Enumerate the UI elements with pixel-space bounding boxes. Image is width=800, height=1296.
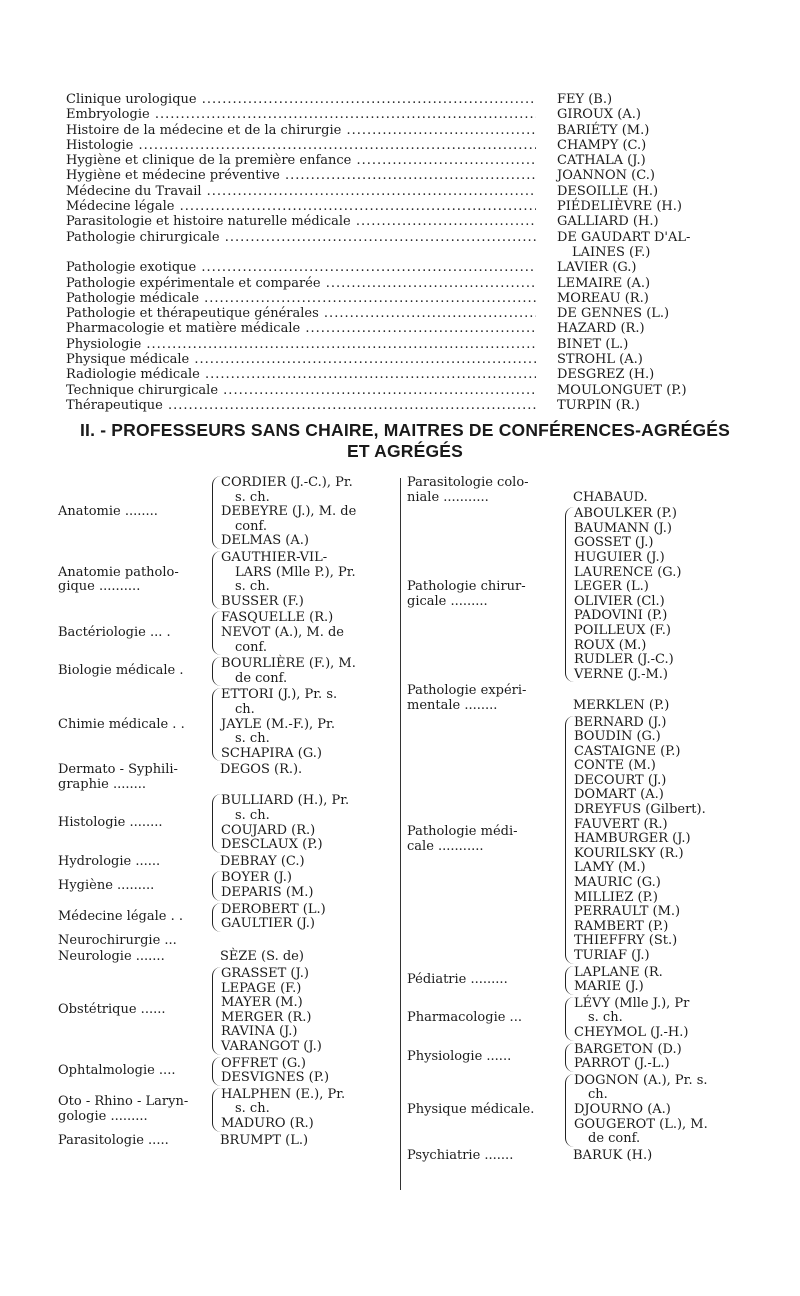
entry-subject bbox=[58, 1057, 206, 1086]
chair-subject: Médecine légale ..... bbox=[66, 199, 536, 214]
entry-subject bbox=[407, 716, 559, 964]
entry-name-line: BULLIARD (H.), Pr. bbox=[221, 793, 350, 809]
chair-row bbox=[66, 291, 716, 306]
entry-subject-line: niale ........... bbox=[407, 489, 489, 505]
entry-name-line: MARIE (J.) bbox=[574, 979, 644, 995]
agrege-entry bbox=[407, 997, 767, 1041]
entry-name-line: BRUMPT (L.) bbox=[220, 1132, 309, 1148]
entry-name-line: s. ch. bbox=[588, 1010, 623, 1026]
entry-name-line: GOUGEROT (L.), M. bbox=[574, 1116, 708, 1132]
entry-name-line: DOGNON (A.), Pr. s. bbox=[574, 1072, 708, 1088]
entry-subject bbox=[58, 657, 206, 686]
chair-professor: MOREAU (R.) bbox=[557, 290, 649, 306]
entry-subject bbox=[58, 934, 206, 949]
chair-row bbox=[66, 398, 716, 413]
entry-name-line: RUDLER (J.-C.) bbox=[574, 652, 674, 668]
entry-name-line: DESCLAUX (P.) bbox=[221, 837, 323, 853]
entry-subject-line: Parasitologie ..... bbox=[58, 1132, 169, 1148]
chair-professor: MOULONGUET (P.) bbox=[557, 382, 687, 398]
entry-subject-line: Psychiatrie ....... bbox=[407, 1147, 514, 1163]
entry-name-line: ROUX (M.) bbox=[574, 637, 647, 653]
entry-name-line: MAURIC (G.) bbox=[574, 875, 661, 891]
entry-names bbox=[565, 997, 767, 1041]
entry-name-line: BAUMANN (J.) bbox=[574, 520, 672, 536]
entry-subject-line: Physique médicale. bbox=[407, 1101, 535, 1117]
entry-name-line: MILLIEZ (P.) bbox=[574, 889, 658, 905]
chair-professor: BARIÉTY (M.) bbox=[557, 122, 650, 138]
entry-name-line: DEBEYRE (J.), M. de bbox=[221, 504, 357, 520]
entry-name-line: BOURLIÈRE (F.), M. bbox=[221, 656, 356, 672]
entry-names bbox=[212, 611, 396, 655]
section-title-line1: II. - PROFESSEURS SANS CHAIRE, MAITRES DE CONFÉRENCES-AGRÉGÉS bbox=[79, 420, 731, 440]
chair-row bbox=[66, 321, 716, 336]
chair-professor: GALLIARD (H.) bbox=[557, 214, 659, 230]
entry-names bbox=[212, 688, 396, 761]
chair-professor: LAVIER (G.) bbox=[557, 260, 637, 276]
entry-name-line bbox=[573, 684, 767, 699]
entry-name-line: LEPAGE (F.) bbox=[221, 980, 302, 996]
entry-name-line: LAMY (M.) bbox=[574, 860, 646, 876]
entry-name-line: DREYFUS (Gilbert). bbox=[574, 802, 706, 818]
entry-name-line: KOURILSKY (R.) bbox=[574, 845, 684, 861]
agrege-entry bbox=[58, 476, 396, 549]
entry-subject bbox=[58, 871, 206, 900]
entry-subject-line: Bactériologie ... . bbox=[58, 624, 171, 640]
chair-professor: CATHALA (J.) bbox=[557, 153, 646, 169]
entry-name-line: RAMBERT (P.) bbox=[574, 918, 669, 934]
agrege-entry bbox=[58, 611, 396, 655]
entry-name-line: MERGER (R.) bbox=[221, 1009, 312, 1025]
agrege-entry bbox=[58, 967, 396, 1055]
entry-name-line: DEPARIS (M.) bbox=[221, 885, 314, 901]
entry-subject bbox=[407, 1074, 559, 1147]
entry-name-line: DOMART (A.) bbox=[574, 787, 664, 803]
chair-professor: LEMAIRE (A.) bbox=[557, 275, 651, 291]
entry-subject-line: mentale ........ bbox=[407, 697, 498, 713]
agrege-entry bbox=[407, 966, 767, 995]
chair-professor: CHAMPY (C.) bbox=[557, 137, 647, 153]
entry-subject bbox=[407, 966, 559, 995]
chair-subject: Clinique urologique ..... bbox=[66, 92, 536, 107]
entry-name-line: conf. bbox=[235, 639, 267, 655]
chair-row bbox=[66, 367, 716, 382]
entry-name-line: ABOULKER (P.) bbox=[574, 506, 677, 522]
entry-name-line: s. ch. bbox=[235, 1101, 270, 1117]
entry-name-line: CORDIER (J.-C.), Pr. bbox=[221, 475, 353, 490]
entry-names bbox=[559, 476, 767, 505]
chair-subject: Technique chirurgicale ..... bbox=[66, 383, 536, 398]
chair-row bbox=[66, 306, 716, 321]
entry-subject bbox=[58, 551, 206, 609]
entry-name-line: LAPLANE (R. bbox=[574, 964, 663, 980]
chair-professor: PIÉDELIÈVRE (H.) bbox=[557, 199, 682, 215]
entry-name-line: BERNARD (J.) bbox=[574, 714, 667, 730]
chair-subject: Histologie ..... bbox=[66, 138, 536, 153]
chair-row bbox=[66, 199, 716, 214]
entry-name-line: THIEFFRY (St.) bbox=[574, 933, 678, 949]
entry-name-line: BUSSER (F.) bbox=[221, 593, 304, 609]
chair-row bbox=[66, 92, 716, 107]
entry-names bbox=[212, 1088, 396, 1132]
column-divider bbox=[400, 478, 401, 1190]
agrege-entry bbox=[407, 1074, 767, 1147]
entry-names bbox=[212, 476, 396, 549]
entry-subject bbox=[407, 507, 559, 682]
chair-subject: Médecine du Travail ..... bbox=[66, 184, 536, 199]
entry-name-line: FAUVERT (R.) bbox=[574, 816, 668, 832]
entry-name-line: TURIAF (J.) bbox=[574, 948, 650, 963]
entry-name-line: LAURENCE (G.) bbox=[574, 564, 682, 580]
entry-name-line: NEVOT (A.), M. de bbox=[221, 624, 345, 640]
chair-professor: BINET (L.) bbox=[557, 336, 629, 352]
entry-names bbox=[212, 657, 396, 686]
entry-name-line: s. ch. bbox=[235, 731, 270, 747]
entry-subject-line: cale ........... bbox=[407, 838, 484, 854]
entry-name-line: ETTORI (J.), Pr. s. bbox=[221, 687, 338, 703]
section-title-line2: ET AGRÉGÉS bbox=[346, 441, 464, 461]
entry-subject-line: Pédiatrie ......... bbox=[407, 971, 508, 987]
entry-subject bbox=[58, 794, 206, 852]
agrege-entry bbox=[407, 1149, 767, 1164]
chair-subject: Parasitologie et histoire naturelle médicale ..... bbox=[66, 214, 536, 229]
chair-subject: Physiologie ..... bbox=[66, 337, 536, 352]
entry-name-line: conf. bbox=[235, 518, 267, 534]
entry-subject bbox=[407, 997, 559, 1041]
entry-name-line: HAMBURGER (J.) bbox=[574, 831, 691, 847]
entry-name-line: BARUK (H.) bbox=[573, 1147, 653, 1163]
entry-subject-line: Pharmacologie ... bbox=[407, 1010, 522, 1026]
chair-subject: Radiologie médicale ..... bbox=[66, 367, 536, 382]
entry-name-line: BOYER (J.) bbox=[221, 870, 292, 886]
entry-subject-line: Dermato - Syphili- bbox=[58, 762, 178, 778]
entry-subject-line: Ophtalmologie .... bbox=[58, 1062, 176, 1078]
entry-subject bbox=[407, 476, 559, 505]
chair-subject: Pathologie chirurgicale ..... bbox=[66, 230, 536, 245]
entry-subject bbox=[58, 1134, 206, 1149]
entry-name-line: de conf. bbox=[235, 670, 288, 686]
agrege-entry bbox=[58, 763, 396, 792]
section-title bbox=[60, 420, 750, 462]
chair-professor: GIROUX (A.) bbox=[557, 107, 641, 123]
entry-name-line: ch. bbox=[235, 701, 255, 717]
agrege-entry bbox=[58, 855, 396, 870]
entry-subject-line: Pathologie médi- bbox=[407, 823, 518, 839]
entry-name-line: CHEYMOL (J.-H.) bbox=[574, 1024, 689, 1040]
entry-name-line: MERKLEN (P.) bbox=[573, 697, 670, 713]
entry-names bbox=[212, 551, 396, 609]
chair-row-continuation bbox=[66, 245, 716, 260]
entry-names bbox=[212, 871, 396, 900]
entry-subject bbox=[58, 763, 206, 792]
chair-subject: Pathologie exotique ..... bbox=[66, 260, 536, 275]
entry-name-line: LARS (Mlle P.), Pr. bbox=[235, 564, 356, 580]
chair-row bbox=[66, 184, 716, 199]
entry-subject-line: gique .......... bbox=[58, 579, 141, 595]
chair-row bbox=[66, 214, 716, 229]
chair-row bbox=[66, 260, 716, 275]
chair-subject: Embryologie ..... bbox=[66, 107, 536, 122]
chair-professor: DESOILLE (H.) bbox=[557, 183, 659, 199]
entry-names bbox=[206, 950, 396, 965]
right-column bbox=[407, 476, 767, 1165]
entry-name-line: de conf. bbox=[588, 1131, 641, 1147]
agrege-entry bbox=[407, 684, 767, 713]
chair-subject: Pathologie et thérapeutique générales ..... bbox=[66, 306, 536, 321]
entry-subject bbox=[58, 903, 206, 932]
entry-name-line: DESVIGNES (P.) bbox=[221, 1070, 330, 1086]
entry-name-line: DELMAS (A.) bbox=[221, 533, 309, 549]
entry-names bbox=[212, 967, 396, 1055]
entry-names bbox=[565, 966, 767, 995]
entry-subject-line: Biologie médicale . bbox=[58, 663, 184, 679]
chair-row bbox=[66, 383, 716, 398]
agrege-entry bbox=[407, 716, 767, 964]
agrege-entry bbox=[58, 903, 396, 932]
chair-subject: Pathologie expérimentale et comparée ..... bbox=[66, 276, 536, 291]
entry-name-line: PERRAULT (M.) bbox=[574, 904, 681, 920]
chair-row bbox=[66, 123, 716, 138]
chair-subject: Hygiène et clinique de la première enfance ..... bbox=[66, 153, 536, 168]
entry-name-line: DEGOS (R.). bbox=[220, 762, 303, 778]
entry-name-line: CONTE (M.) bbox=[574, 758, 656, 774]
entry-name-line bbox=[573, 476, 767, 491]
chair-subject: Hygiène et médecine préventive ..... bbox=[66, 168, 536, 183]
entry-name-line: GOSSET (J.) bbox=[574, 535, 654, 551]
entry-names bbox=[206, 1134, 396, 1149]
entry-name-line: LÉVY (Mlle J.), Pr bbox=[574, 995, 690, 1011]
entry-subject-line: Neurochirurgie ... bbox=[58, 932, 177, 948]
agrege-entry bbox=[58, 551, 396, 609]
entry-subject-line: Oto - Rhino - Laryn- bbox=[58, 1094, 189, 1110]
chair-professor: DE GAUDART D'AL- bbox=[557, 229, 691, 245]
entry-name-line: COUJARD (R.) bbox=[221, 822, 316, 838]
chair-row bbox=[66, 276, 716, 291]
entry-name-line: BOUDIN (G.) bbox=[574, 729, 661, 745]
agrege-entry bbox=[58, 950, 396, 965]
entry-subject bbox=[58, 967, 206, 1055]
entry-subject bbox=[58, 611, 206, 655]
entry-subject-line: graphie ........ bbox=[58, 776, 147, 792]
chair-row bbox=[66, 337, 716, 352]
entry-names bbox=[212, 1057, 396, 1086]
entry-subject bbox=[58, 476, 206, 549]
entry-subject-line: gologie ......... bbox=[58, 1108, 148, 1124]
entry-subject-line: Hydrologie ...... bbox=[58, 853, 161, 869]
chair-professor: DESGREZ (H.) bbox=[557, 367, 655, 383]
entry-names bbox=[565, 1043, 767, 1072]
entry-name-line: s. ch. bbox=[235, 489, 270, 505]
chair-professor: STROHL (A.) bbox=[557, 352, 643, 368]
entry-name-line: JAYLE (M.-F.), Pr. bbox=[221, 716, 335, 732]
entry-name-line: DEBRAY (C.) bbox=[220, 853, 305, 869]
chair-subject: Thérapeutique ..... bbox=[66, 398, 536, 413]
chairs-list bbox=[66, 92, 716, 413]
entry-subject bbox=[407, 1043, 559, 1072]
entry-name-line: PARROT (J.-L.) bbox=[574, 1056, 670, 1072]
entry-subject-line: Chimie médicale . . bbox=[58, 716, 185, 732]
chair-professor: DE GENNES (L.) bbox=[557, 306, 670, 322]
chair-professor: FEY (B.) bbox=[557, 92, 613, 107]
agrege-entry bbox=[407, 507, 767, 682]
entry-name-line: ch. bbox=[588, 1087, 608, 1103]
entry-subject-line: Neurologie ....... bbox=[58, 949, 165, 965]
agrege-entry bbox=[407, 1043, 767, 1072]
left-column bbox=[58, 476, 396, 1150]
entry-name-line: POILLEUX (F.) bbox=[574, 622, 671, 638]
chair-subject: Pathologie médicale ..... bbox=[66, 291, 536, 306]
chair-professor-continuation: LAINES (F.) bbox=[572, 244, 651, 260]
entry-name-line: CHABAUD. bbox=[573, 489, 648, 505]
agrege-entry bbox=[58, 934, 396, 949]
entry-subject bbox=[407, 1149, 559, 1164]
entry-subject bbox=[58, 688, 206, 761]
entry-name-line: DJOURNO (A.) bbox=[574, 1101, 671, 1117]
entry-subject-line: Histologie ........ bbox=[58, 815, 163, 831]
entry-names bbox=[206, 763, 396, 792]
entry-name-line: MAYER (M.) bbox=[221, 995, 303, 1011]
entry-name-line: CASTAIGNE (P.) bbox=[574, 743, 681, 759]
entry-name-line: MADURO (R.) bbox=[221, 1115, 314, 1131]
entry-name-line: DECOURT (J.) bbox=[574, 772, 667, 788]
chair-row bbox=[66, 230, 716, 245]
agrege-entry bbox=[58, 871, 396, 900]
entry-subject-line: Pathologie expéri- bbox=[407, 683, 527, 699]
entry-name-line: HALPHEN (E.), Pr. bbox=[221, 1086, 346, 1102]
agrege-entry bbox=[58, 1134, 396, 1149]
agrege-entry bbox=[58, 794, 396, 852]
entry-subject-line: Anatomie ........ bbox=[58, 504, 158, 520]
entry-name-line: DEROBERT (L.) bbox=[221, 901, 326, 917]
chair-subject: Histoire de la médecine et de la chirurgie ..... bbox=[66, 123, 536, 138]
entry-names bbox=[559, 1149, 767, 1164]
entry-subject bbox=[58, 1088, 206, 1132]
entry-subject-line: Obstétrique ...... bbox=[58, 1002, 166, 1018]
agrege-entry bbox=[58, 657, 396, 686]
entry-name-line: s. ch. bbox=[235, 808, 270, 824]
entry-subject bbox=[407, 684, 559, 713]
chair-professor: HAZARD (R.) bbox=[557, 321, 645, 337]
entry-name-line: GRASSET (J.) bbox=[221, 966, 309, 981]
agrege-entry bbox=[58, 688, 396, 761]
entry-names bbox=[565, 1074, 767, 1147]
chair-row bbox=[66, 168, 716, 183]
entry-name-line: GAUTHIER-VIL- bbox=[221, 549, 328, 565]
entry-name-line: FASQUELLE (R.) bbox=[221, 610, 334, 626]
entry-name-line: VERNE (J.-M.) bbox=[574, 666, 668, 682]
entry-names bbox=[206, 934, 396, 949]
entry-names bbox=[212, 794, 396, 852]
chair-row bbox=[66, 352, 716, 367]
entry-subject-line: gicale ......... bbox=[407, 593, 488, 609]
entry-name-line: LEGER (L.) bbox=[574, 579, 649, 595]
chair-row bbox=[66, 153, 716, 168]
chair-professor: TURPIN (R.) bbox=[557, 397, 640, 413]
entry-subject-line: Parasitologie colo- bbox=[407, 475, 529, 490]
entry-subject bbox=[58, 950, 206, 965]
entry-name-line: VARANGOT (J.) bbox=[221, 1038, 322, 1054]
entry-names bbox=[559, 684, 767, 713]
entry-names bbox=[212, 903, 396, 932]
entry-subject-line: Hygiène ......... bbox=[58, 877, 155, 893]
chair-row bbox=[66, 107, 716, 122]
chair-subject: Physique médicale ..... bbox=[66, 352, 536, 367]
entry-names bbox=[206, 855, 396, 870]
entry-names bbox=[565, 507, 767, 682]
chair-professor: JOANNON (C.) bbox=[557, 168, 655, 184]
entry-subject-line: Anatomie patholo- bbox=[58, 564, 179, 580]
entry-name-line: HUGUIER (J.) bbox=[574, 549, 665, 565]
agrege-entry bbox=[58, 1088, 396, 1132]
entry-name-line: SÈZE (S. de) bbox=[220, 949, 304, 965]
entry-names bbox=[565, 716, 767, 964]
entry-name-line: s. ch. bbox=[235, 579, 270, 595]
entry-name-line: OFFRET (G.) bbox=[221, 1055, 306, 1071]
entry-name-line bbox=[220, 934, 396, 949]
entry-subject-line: Médecine légale . . bbox=[58, 908, 183, 924]
entry-subject-line: Pathologie chirur- bbox=[407, 579, 526, 595]
agrege-entry bbox=[58, 1057, 396, 1086]
entry-name-line: RAVINA (J.) bbox=[221, 1024, 298, 1040]
chair-row bbox=[66, 138, 716, 153]
entry-name-line: PADOVINI (P.) bbox=[574, 608, 668, 624]
entry-subject-line: Physiologie ...... bbox=[407, 1048, 512, 1064]
entry-subject bbox=[58, 855, 206, 870]
chair-subject: Pharmacologie et matière médicale ..... bbox=[66, 321, 536, 336]
entry-name-line: OLIVIER (Cl.) bbox=[574, 593, 665, 609]
entry-name-line: BARGETON (D.) bbox=[574, 1041, 682, 1057]
entry-name-line: GAULTIER (J.) bbox=[221, 916, 315, 932]
agrege-entry bbox=[407, 476, 767, 505]
entry-name-line: SCHAPIRA (G.) bbox=[221, 745, 322, 761]
